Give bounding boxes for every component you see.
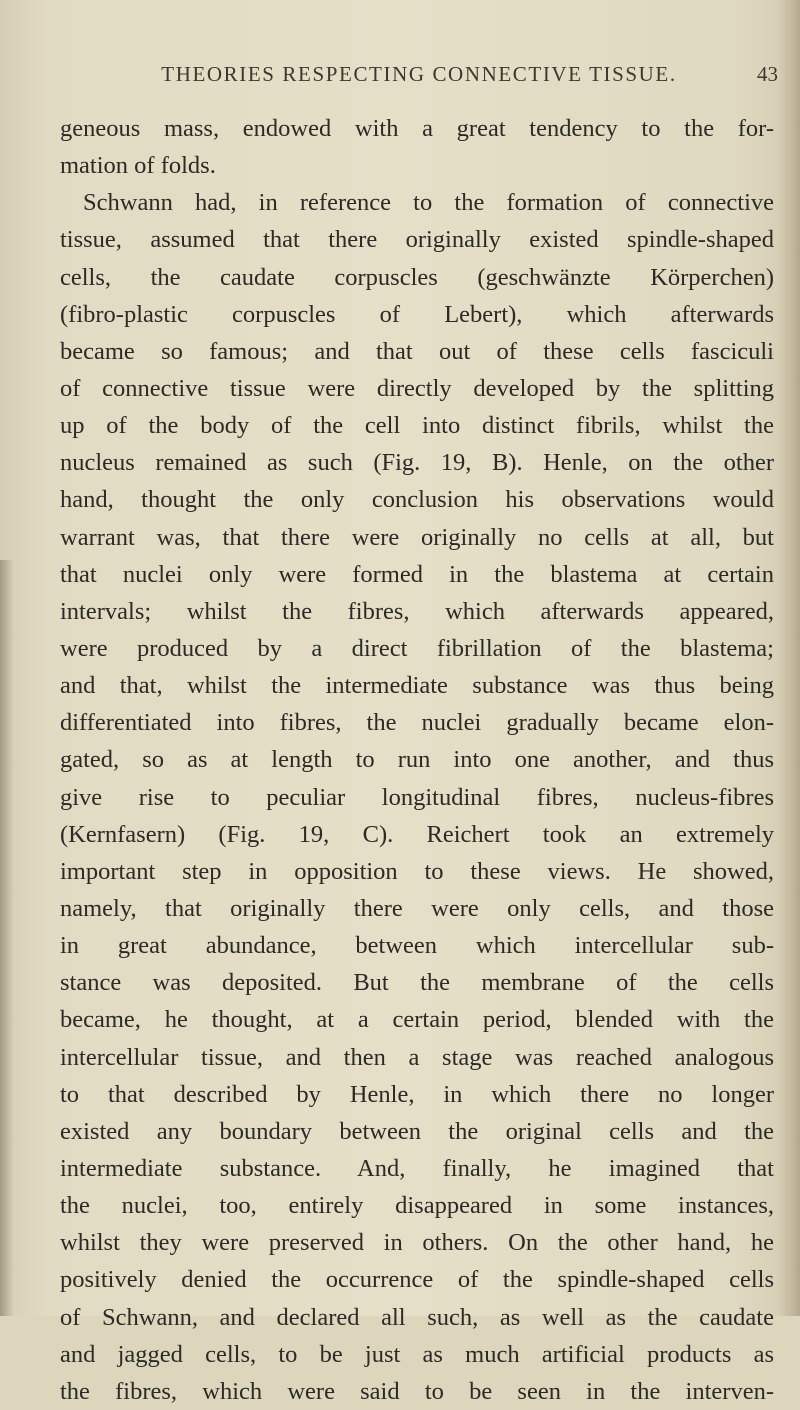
text-line: became so famous; and that out of these cells fasciculi — [60, 337, 774, 365]
text-line: nucleus remained as such (Fig. 19, B). Henle, on the other — [60, 449, 774, 477]
text-line: whilst they were preserved in others. On the other hand, he — [60, 1229, 774, 1257]
running-head — [60, 62, 778, 92]
page-edge-shadow — [778, 0, 800, 1316]
text-line: intervals; whilst the fibres, which afterwards appeared, — [60, 597, 774, 625]
text-line: positively denied the occurrence of the spindle-shaped cells — [60, 1266, 774, 1294]
text-line: hand, thought the only conclusion his observations would — [60, 486, 774, 514]
text-line: and jagged cells, to be just as much artificial products as — [60, 1340, 774, 1368]
text-line: namely, that originally there were only cells, and those — [60, 894, 774, 922]
text-line: mation of folds. — [60, 152, 216, 180]
text-line: (Kernfasern) (Fig. 19, C). Reichert took an extremely — [60, 820, 774, 848]
running-title: THEORIES RESPECTING CONNECTIVE TISSUE. — [161, 62, 677, 86]
text-line: give rise to peculiar longitudinal fibres, nucleus-fibres — [60, 783, 774, 811]
text-line: important step in opposition to these views. He showed, — [60, 857, 774, 885]
text-line: differentiated into fibres, the nuclei gradually became elon- — [60, 709, 774, 737]
text-line: of Schwann, and declared all such, as well as the caudate — [60, 1303, 774, 1331]
text-line: became, he thought, at a certain period, blended with the — [60, 1006, 774, 1034]
text-line: geneous mass, endowed with a great tendency to the for- — [60, 115, 774, 142]
text-line: up of the body of the cell into distinct fibrils, whilst the — [60, 412, 774, 440]
text-line: and that, whilst the intermediate substance was thus being — [60, 672, 774, 700]
binding-shadow — [0, 560, 14, 1316]
text-line: existed any boundary between the original cells and the — [60, 1117, 774, 1145]
text-line: were produced by a direct fibrillation of the blastema; — [60, 634, 774, 662]
text-line: intercellular tissue, and then a stage was reached analogous — [60, 1043, 774, 1071]
body-text — [60, 110, 774, 1410]
text-line: the nuclei, too, entirely disappeared in some instances, — [60, 1192, 774, 1220]
text-line: that nuclei only were formed in the blastema at certain — [60, 560, 774, 588]
page-number: 43 — [757, 62, 778, 86]
text-line: Schwann had, in reference to the formation of connective — [83, 189, 774, 217]
text-line: in great abundance, between which intercellular sub- — [60, 932, 774, 960]
text-line: cells, the caudate corpuscles (geschwänzte Körperchen) — [60, 263, 774, 291]
text-line: tissue, assumed that there originally existed spindle-shaped — [60, 226, 774, 254]
text-line: stance was deposited. But the membrane of the cells — [60, 969, 774, 997]
text-line: to that described by Henle, in which there no longer — [60, 1080, 774, 1108]
text-line: (fibro-plastic corpuscles of Lebert), which afterwards — [60, 300, 774, 328]
text-line: gated, so as at length to run into one another, and thus — [60, 746, 774, 774]
text-line: of connective tissue were directly developed by the splitting — [60, 374, 774, 402]
text-line: the fibres, which were said to be seen in the interven- — [60, 1377, 774, 1405]
text-line: intermediate substance. And, finally, he imagined that — [60, 1154, 774, 1182]
text-line: warrant was, that there were originally no cells at all, but — [60, 523, 774, 551]
